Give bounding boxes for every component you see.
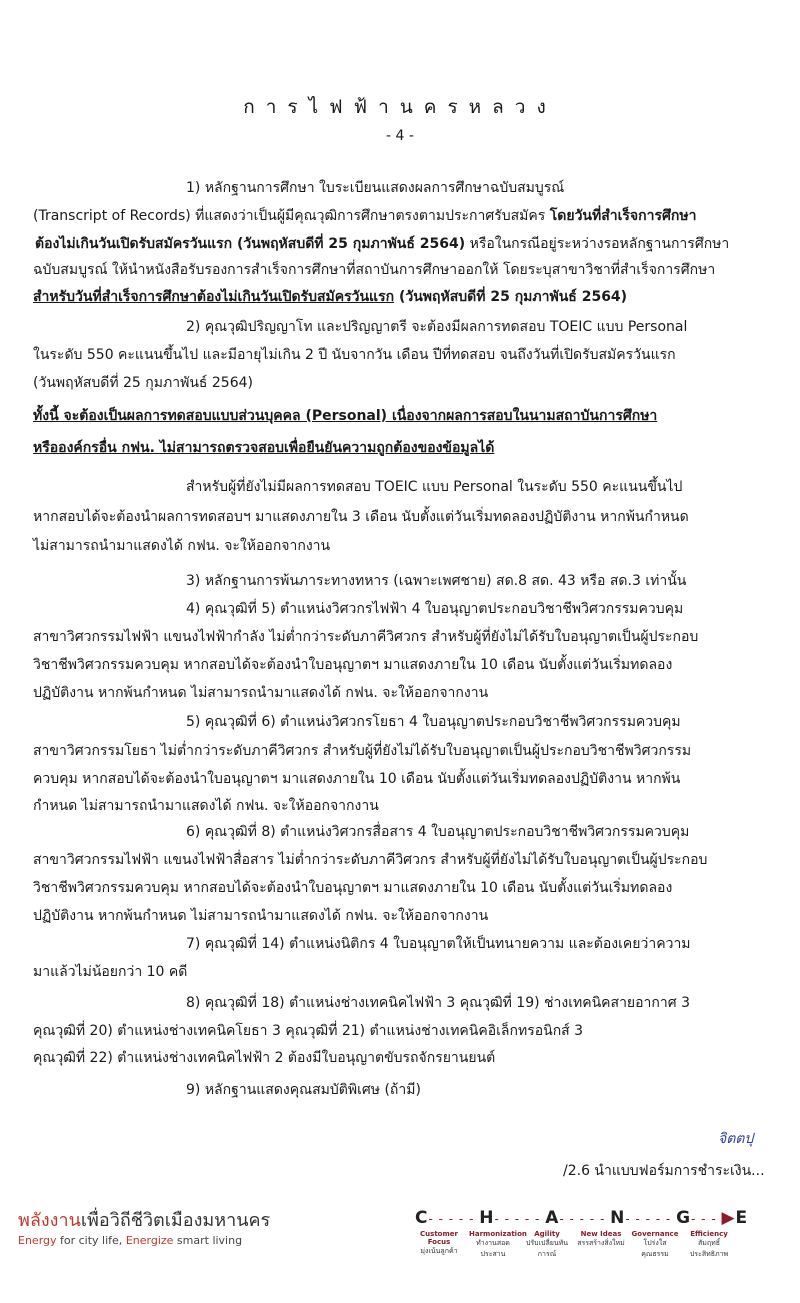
change-letter: E bbox=[735, 1208, 749, 1228]
text-segment: 4) คุณวุฒิที่ 5) ตำแหน่งวิศวกรไฟฟ้า 4 ใบอนุญาตประกอบวิชาชีพวิศวกรรมควบคุม bbox=[186, 601, 684, 617]
dashed-connector: - - - bbox=[691, 1212, 722, 1226]
slogan-english-part: for city life, bbox=[56, 1234, 126, 1247]
text-segment: วิชาชีพวิศวกรรมควบคุม หากสอบได้จะต้องนำใบอนุญาตฯ มาแสดงภายใน 10 เดือน นับตั้งแต่วันเริ่มทดลอง bbox=[33, 657, 673, 673]
text-line bbox=[186, 1080, 421, 1100]
change-value-name: Agility bbox=[534, 1230, 560, 1238]
change-letter: N bbox=[610, 1208, 626, 1228]
text-line bbox=[33, 1048, 495, 1068]
text-segment: คุณวุฒิที่ 20) ตำแหน่งช่างเทคนิคโยธา 3 คุณวุฒิที่ 21) ตำแหน่งช่างเทคนิคอิเล็กทรอนิกส์ 3 bbox=[33, 1023, 584, 1039]
text-line bbox=[186, 934, 691, 954]
text-segment: วิชาชีพวิศวกรรมควบคุม หากสอบได้จะต้องนำใบอนุญาตฯ มาแสดงภายใน 10 เดือน นับตั้งแต่วันเริ่มทดลอง bbox=[33, 880, 673, 896]
change-value-name: Harmonization bbox=[469, 1230, 527, 1238]
signature: จิตตปุ bbox=[718, 1131, 754, 1147]
text-segment: สาขาวิศวกรรมโยธา ไม่ต่ำกว่าระดับภาคีวิศวกร สำหรับผู้ที่ยังไม่ได้รับใบอนุญาตเป็นผู้ประกอบวิชาชีพวิศวกรรม bbox=[33, 743, 692, 759]
text-segment: สาขาวิศวกรรมไฟฟ้า แขนงไฟฟ้ากำลัง ไม่ต่ำกว่าระดับภาคีวิศวกร สำหรับผู้ที่ยังไม่ได้รับใบอนุญาตเป็นผู้ประกอบ bbox=[33, 629, 699, 645]
slogan-english-part: smart living bbox=[173, 1234, 243, 1247]
change-value-thai: ปรับเปลี่ยนทันการณ์ bbox=[525, 1239, 569, 1258]
text-segment: 2) คุณวุฒิปริญญาโท และปริญญาตรี จะต้องมีผลการทดสอบ TOEIC แบบ Personal bbox=[186, 319, 688, 335]
text-line bbox=[186, 599, 683, 619]
change-value-thai: ทำงานสอดประสาน bbox=[476, 1239, 510, 1258]
change-value bbox=[685, 1230, 733, 1260]
slogan-thai-rest: เพื่อวิถีชีวิตเมืองมหานคร bbox=[80, 1210, 271, 1231]
text-line bbox=[33, 962, 187, 982]
change-value-thai: สรรสร้างสิ่งใหม่ bbox=[577, 1239, 625, 1247]
slogan-thai bbox=[18, 1205, 270, 1234]
text-segment: ในระดับ 550 คะแนนขึ้นไป และมีอายุไม่เกิน 2 ปี นับจากวัน เดือน ปีที่ทดสอบ จนถึงวันที่เปิดรับสมัครวันแรก bbox=[33, 347, 676, 363]
text-line bbox=[33, 906, 488, 926]
change-values-logo bbox=[415, 1208, 749, 1260]
slogan-english bbox=[18, 1234, 270, 1247]
text-segment: โดยวันที่สำเร็จการศึกษา bbox=[549, 208, 697, 224]
dashed-connector: - - - - - bbox=[625, 1212, 677, 1226]
change-value-thai: สัมฤทธิ์ประสิทธิภาพ bbox=[689, 1239, 729, 1258]
text-segment: (วันพฤหัสบดีที่ 25 กุมภาพันธ์ 2564) bbox=[394, 289, 628, 305]
text-line bbox=[33, 850, 707, 870]
text-segment: (Transcript of Records) ที่แสดงว่าเป็นผู้มีคุณวุฒิการศึกษาตรงตามประกาศรับสมัคร bbox=[33, 208, 550, 224]
text-segment: 8) คุณวุฒิที่ 18) ตำแหน่งช่างเทคนิคไฟฟ้า 3 คุณวุฒิที่ 19) ช่างเทคนิคสายอากาศ 3 bbox=[186, 995, 690, 1011]
text-segment: ฉบับสมบูรณ์ ให้นำหนังสือรับรองการสำเร็จการศึกษาที่สถาบันการศึกษาออกให้ โดยระบุสาขาวิชาที่สำเร็จการศึกษา bbox=[33, 262, 716, 278]
text-line bbox=[33, 655, 672, 675]
text-line bbox=[33, 1021, 583, 1041]
change-letter: C bbox=[415, 1208, 429, 1228]
text-line bbox=[33, 769, 680, 789]
text-segment: (วันพฤหัสบดีที่ 25 กุมภาพันธ์ 2564) bbox=[33, 375, 253, 391]
change-value bbox=[415, 1230, 463, 1260]
text-line bbox=[33, 345, 676, 365]
slogan bbox=[18, 1205, 270, 1247]
text-line bbox=[33, 741, 691, 761]
text-segment: สำหรับผู้ที่ยังไม่มีผลการทดสอบ TOEIC แบบ Personal ในระดับ 550 คะแนนขึ้นไป bbox=[186, 479, 683, 495]
page-number: - 4 - bbox=[386, 128, 414, 144]
text-segment: มาแล้วไม่น้อยกว่า 10 คดี bbox=[33, 964, 188, 980]
text-segment: 5) คุณวุฒิที่ 6) ตำแหน่งวิศวกรโยธา 4 ใบอนุญาตประกอบวิชาชีพวิศวกรรมควบคุม bbox=[186, 714, 681, 730]
text-segment: คุณวุฒิที่ 22) ตำแหน่งช่างเทคนิคไฟฟ้า 2 ต้องมีใบอนุญาตขับรถจักรยานยนต์ bbox=[33, 1050, 496, 1066]
text-segment: ควบคุม หากสอบได้จะต้องนำใบอนุญาตฯ มาแสดงภายใน 10 เดือน นับตั้งแต่วันเริ่มทดลองปฏิบัติงาน หากพ้น bbox=[33, 771, 681, 787]
change-value-name: Customer Focus bbox=[420, 1230, 458, 1246]
text-line bbox=[33, 536, 330, 556]
text-line bbox=[33, 206, 696, 226]
slogan-english-part: Energy bbox=[18, 1234, 57, 1247]
text-segment: ต้องไม่เกินวันเปิดรับสมัครวันแรก (วันพฤหัสบดีที่ 25 กุมภาพันธ์ 2564) bbox=[35, 236, 466, 252]
dashed-connector: - - - - - bbox=[494, 1212, 546, 1226]
text-line bbox=[186, 178, 564, 198]
text-line bbox=[186, 477, 682, 497]
text-segment: 1) หลักฐานการศึกษา ใบระเบียนแสดงผลการศึกษาฉบับสมบูรณ์ bbox=[186, 180, 565, 196]
text-segment: สาขาวิศวกรรมไฟฟ้า แขนงไฟฟ้าสื่อสาร ไม่ต่ำกว่าระดับภาคีวิศวกร สำหรับผู้ที่ยังไม่ได้รับใบอนุญาตเป็นผู้ประกอบ bbox=[33, 852, 708, 868]
text-line bbox=[33, 796, 379, 816]
change-letters bbox=[415, 1208, 749, 1228]
text-segment: 7) คุณวุฒิที่ 14) ตำแหน่งนิติกร 4 ใบอนุญาตให้เป็นทนายความ และต้องเคยว่าความ bbox=[186, 936, 691, 952]
dashed-connector: - - - - - bbox=[559, 1212, 611, 1226]
text-segment: หากสอบได้จะต้องนำผลการทดสอบฯ มาแสดงภายใน 3 เดือน นับตั้งแต่วันเริ่มทดลองปฏิบัติงาน หากพ้นกำหนด bbox=[33, 509, 689, 525]
text-line bbox=[186, 317, 687, 337]
change-letter: A bbox=[545, 1208, 560, 1228]
text-line bbox=[33, 507, 689, 527]
change-value bbox=[631, 1230, 679, 1260]
slogan-thai-highlight: พลังงาน bbox=[18, 1210, 81, 1231]
slogan-english-part: Energize bbox=[125, 1234, 174, 1247]
text-line bbox=[33, 438, 494, 458]
text-line bbox=[33, 878, 672, 898]
change-value bbox=[469, 1230, 527, 1260]
text-segment: ปฏิบัติงาน หากพ้นกำหนด ไม่สามารถนำมาแสดงได้ กฟน. จะให้ออกจากงาน bbox=[33, 685, 489, 701]
text-segment: ไม่สามารถนำมาแสดงได้ กฟน. จะให้ออกจากงาน bbox=[33, 538, 331, 554]
text-segment: กำหนด ไม่สามารถนำมาแสดงได้ กฟน. จะให้ออกจากงาน bbox=[33, 798, 379, 814]
text-line bbox=[33, 373, 253, 393]
change-letter: H bbox=[479, 1208, 495, 1228]
change-letter: G bbox=[676, 1208, 692, 1228]
text-segment: ทั้งนี้ จะต้องเป็นผลการทดสอบแบบส่วนบุคคล (Personal) เนื่องจากผลการสอบในนามสถาบันการศึกษา bbox=[33, 408, 658, 424]
text-segment: ปฏิบัติงาน หากพ้นกำหนด ไม่สามารถนำมาแสดงได้ กฟน. จะให้ออกจากงาน bbox=[33, 908, 489, 924]
text-line bbox=[186, 712, 681, 732]
text-line bbox=[33, 683, 488, 703]
change-value bbox=[523, 1230, 571, 1260]
text-segment: หรือในกรณีอยู่ระหว่างรอหลักฐานการศึกษา bbox=[465, 236, 730, 252]
change-value-name: New Ideas bbox=[580, 1230, 622, 1238]
arrow-icon: ▶ bbox=[721, 1208, 736, 1228]
org-header: การไฟฟ้านครหลวง bbox=[243, 96, 557, 118]
change-value-name: Efficiency bbox=[690, 1230, 728, 1238]
text-segment: หรือองค์กรอื่น กฟน. ไม่สามารถตรวจสอบเพื่อยืนยันความถูกต้องของข้อมูลได้ bbox=[33, 440, 495, 456]
text-line bbox=[33, 287, 627, 307]
text-segment: 6) คุณวุฒิที่ 8) ตำแหน่งวิศวกรสื่อสาร 4 ใบอนุญาตประกอบวิชาชีพวิศวกรรมควบคุม bbox=[186, 824, 690, 840]
text-line bbox=[186, 571, 686, 591]
change-value-name: Governance bbox=[631, 1230, 679, 1238]
text-line bbox=[186, 822, 689, 842]
text-line bbox=[186, 993, 690, 1013]
change-value bbox=[577, 1230, 625, 1260]
continuation-note: /2.6 นำแบบฟอร์มการชำระเงิน... bbox=[563, 1163, 765, 1179]
change-value-thai: โปร่งใสคุณธรรม bbox=[641, 1239, 669, 1258]
change-values bbox=[415, 1230, 745, 1260]
text-segment: 9) หลักฐานแสดงคุณสมบัติพิเศษ (ถ้ามี) bbox=[186, 1082, 421, 1098]
text-line bbox=[35, 234, 729, 254]
change-value-thai: มุ่งเน้นลูกค้า bbox=[420, 1247, 458, 1255]
text-line bbox=[33, 627, 698, 647]
text-segment: 3) หลักฐานการพ้นภาระทางทหาร (เฉพาะเพศชาย) สด.8 สด. 43 หรือ สด.3 เท่านั้น bbox=[186, 573, 687, 589]
text-segment: สำหรับวันที่สำเร็จการศึกษาต้องไม่เกินวันเปิดรับสมัครวันแรก bbox=[33, 289, 395, 305]
text-line bbox=[33, 260, 715, 280]
text-line bbox=[33, 406, 657, 426]
dashed-connector: - - - - - bbox=[428, 1212, 480, 1226]
